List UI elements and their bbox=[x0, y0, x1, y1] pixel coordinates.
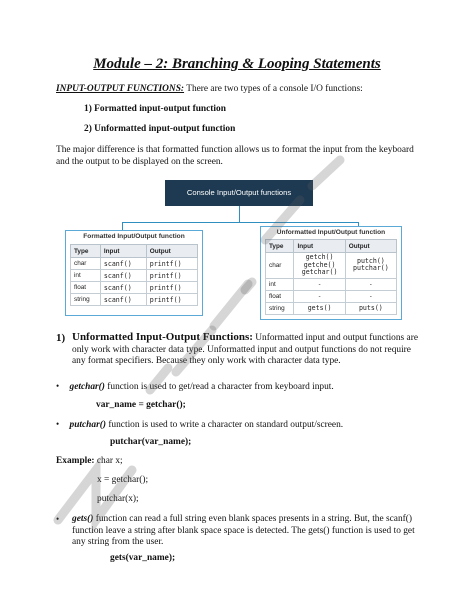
cell-type: float bbox=[266, 290, 294, 302]
example-getchar: x = getchar(); bbox=[97, 475, 149, 485]
getchar-syntax: var_name = getchar(); bbox=[96, 400, 186, 410]
cell-input: scanf() bbox=[100, 270, 146, 282]
cell-type: int bbox=[71, 270, 101, 282]
cell-output: printf() bbox=[146, 294, 197, 306]
io-intro: There are two types of a console I/O functions: bbox=[184, 84, 363, 94]
putchar-syntax: putchar(var_name); bbox=[110, 437, 192, 447]
cell-output: printf() bbox=[146, 282, 197, 294]
cell-type: char bbox=[266, 253, 294, 279]
cell-input: scanf() bbox=[100, 282, 146, 294]
cell-input: - bbox=[294, 290, 345, 302]
section-text: Unformatted input and output functions are only work with character data type. Unformatted input and output functions do not require any format specifiers. Because they only work with character data type. bbox=[72, 333, 418, 366]
fn-getche: getche() bbox=[303, 260, 336, 269]
section-number: 1) bbox=[56, 332, 66, 344]
bullet-icon: • bbox=[56, 381, 60, 391]
unformatted-title: Unformatted Input/Output function bbox=[276, 229, 386, 236]
cell-input: gets() bbox=[294, 302, 345, 314]
page-title: Module – 2: Branching & Looping Statements bbox=[93, 56, 381, 72]
fn-name: putchar() bbox=[69, 420, 106, 430]
section-heading: Unformatted Input-Output Functions: bbox=[72, 331, 253, 343]
cell-output: - bbox=[345, 278, 396, 290]
cell-type: int bbox=[266, 278, 294, 290]
gets-syntax: gets(var_name); bbox=[110, 553, 176, 563]
cell-output: printf() bbox=[146, 270, 197, 282]
cell-output: - bbox=[345, 290, 396, 302]
formatted-header-output: Output bbox=[146, 245, 197, 258]
cell-type: string bbox=[71, 294, 101, 306]
diagram-root-box: Console Input/Output functions bbox=[165, 180, 313, 206]
io-heading: INPUT-OUTPUT FUNCTIONS: bbox=[56, 84, 185, 94]
cell-input: scanf() bbox=[100, 258, 146, 270]
cell-output: puts() bbox=[345, 302, 396, 314]
fn-desc: function can read a full string even blank spaces presents in a string. But, the scanf() function leave a string after blank space space is detected. The gets() function is used to get any string from the user. bbox=[72, 514, 415, 547]
fn-putchar: putchar() bbox=[353, 264, 389, 273]
cell-output: printf() bbox=[146, 258, 197, 270]
fn-desc: function is used to get/read a character from keyboard input. bbox=[104, 382, 334, 392]
unformatted-header-type: Type bbox=[266, 240, 294, 253]
example-decl: char x; bbox=[94, 456, 123, 466]
type-1: 1) Formatted input-output function bbox=[84, 104, 226, 114]
fn-putch: putch() bbox=[356, 256, 385, 265]
difference-paragraph: The major difference is that formatted function allows us to format the input from the keyboard and the output to be displayed on the screen. bbox=[56, 145, 414, 167]
fn-getch: getch() bbox=[305, 253, 334, 261]
formatted-header-type: Type bbox=[71, 245, 101, 258]
fn-name: gets() bbox=[72, 514, 94, 524]
type-2: 2) Unformatted input-output function bbox=[84, 124, 236, 134]
formatted-header-input: Input bbox=[100, 245, 146, 258]
cell-input: scanf() bbox=[100, 294, 146, 306]
cell-type: string bbox=[266, 302, 294, 314]
unformatted-header-output: Output bbox=[345, 240, 396, 253]
fn-desc: function is used to write a character on standard output/screen. bbox=[105, 420, 344, 430]
example-putchar: putchar(x); bbox=[97, 494, 139, 504]
fn-getchar: getchar() bbox=[301, 268, 338, 276]
fn-name: getchar() bbox=[69, 382, 105, 392]
cell-type: float bbox=[71, 282, 101, 294]
bullet-icon: • bbox=[56, 419, 60, 429]
bullet-icon: • bbox=[56, 514, 60, 524]
cell-input: - bbox=[294, 278, 345, 290]
unformatted-header-input: Input bbox=[294, 240, 345, 253]
example-label: Example: bbox=[56, 456, 95, 466]
cell-type: char bbox=[71, 258, 101, 270]
formatted-title: Formatted Input/Output function bbox=[83, 233, 185, 240]
